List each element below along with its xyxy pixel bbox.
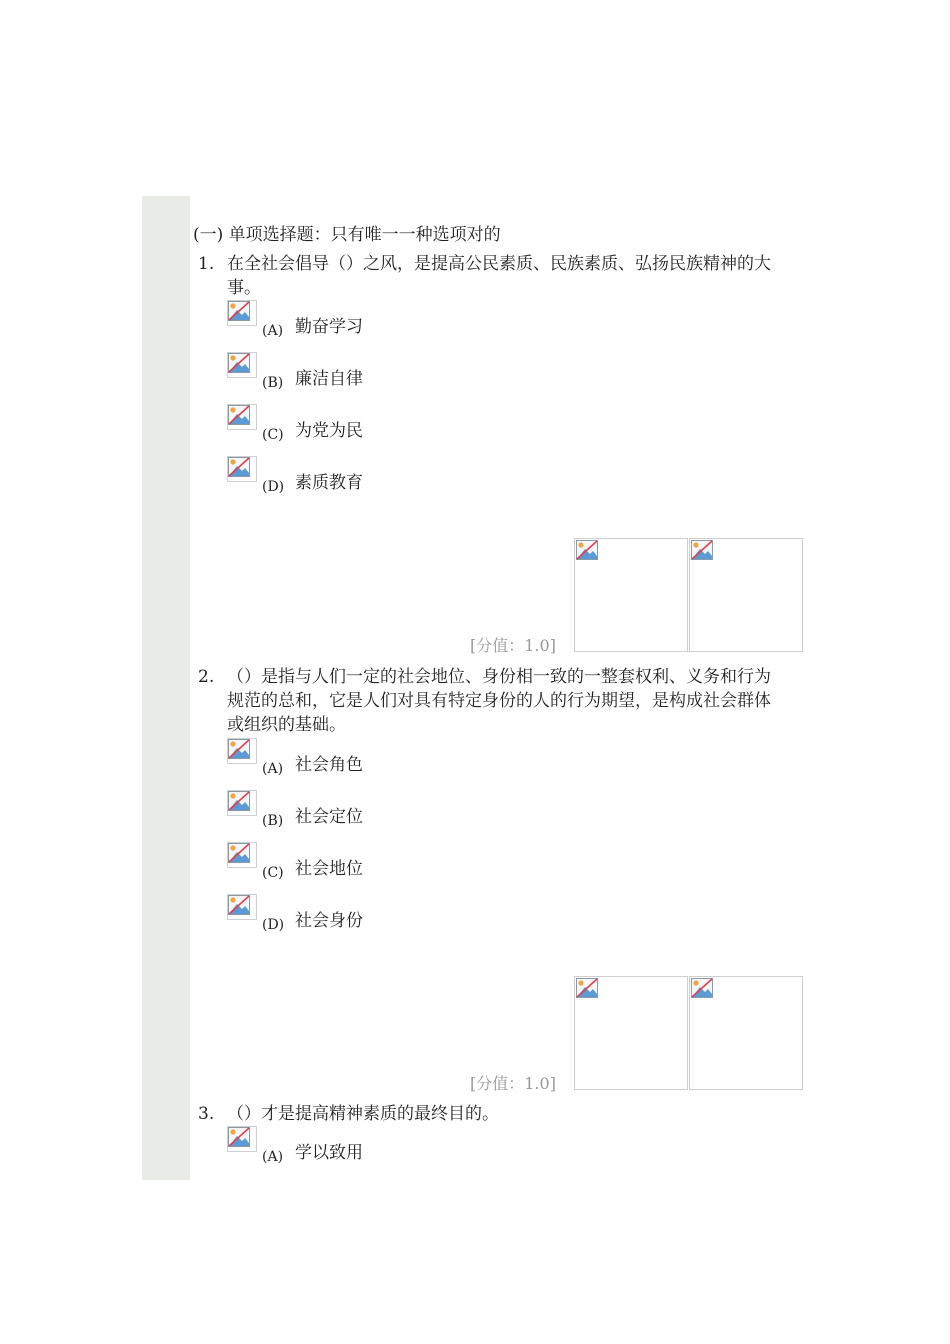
- broken-image-icon: [576, 978, 598, 998]
- option-2d-text[interactable]: 社会身份: [295, 911, 363, 931]
- option-1c-text[interactable]: 为党为民: [295, 421, 363, 441]
- question-2-number: 2.: [198, 667, 215, 687]
- answer-image-placeholder: [689, 976, 803, 1090]
- broken-image-icon: [691, 978, 713, 998]
- option-1b-letter: (B): [262, 375, 284, 391]
- question-2-text: （）是指与人们一定的社会地位、身份相一致的一整套权利、义务和行为规范的总和，它是人们对具有特定身份的人的行为期望，是构成社会群体或组织的基础。: [227, 667, 771, 735]
- option-1b-text[interactable]: 廉洁自律: [295, 369, 363, 389]
- score-label: [分值：1.0]: [470, 636, 556, 655]
- option-1d-text[interactable]: 素质教育: [295, 473, 363, 493]
- option-1c-letter: (C): [262, 427, 284, 443]
- score-label: [分值：1.0]: [470, 1074, 556, 1093]
- option-2d-letter: (D): [262, 917, 285, 933]
- option-1a-text[interactable]: 勤奋学习: [295, 317, 363, 337]
- question-3-number: 3.: [198, 1104, 215, 1124]
- broken-image-icon[interactable]: [227, 352, 257, 378]
- option-1d-letter: (D): [262, 479, 285, 495]
- broken-image-icon[interactable]: [227, 738, 257, 764]
- option-2c-text[interactable]: 社会地位: [295, 859, 363, 879]
- broken-image-icon[interactable]: [227, 300, 257, 326]
- option-2b-text[interactable]: 社会定位: [295, 807, 363, 827]
- broken-image-icon: [691, 540, 713, 560]
- option-3a-text[interactable]: 学以致用: [295, 1143, 363, 1163]
- option-1a-letter: (A): [262, 323, 284, 339]
- broken-image-icon[interactable]: [227, 456, 257, 482]
- option-2c-letter: (C): [262, 865, 284, 881]
- section-title: (一) 单项选择题：只有唯一一种选项对的: [193, 225, 501, 245]
- option-3a-letter: (A): [262, 1149, 284, 1165]
- option-2a-letter: (A): [262, 761, 284, 777]
- answer-image-placeholder: [574, 976, 688, 1090]
- question-1-text: 在全社会倡导（）之风，是提高公民素质、民族素质、弘扬民族精神的大事。: [227, 254, 771, 298]
- broken-image-icon[interactable]: [227, 404, 257, 430]
- broken-image-icon: [576, 540, 598, 560]
- broken-image-icon[interactable]: [227, 894, 257, 920]
- broken-image-icon[interactable]: [227, 790, 257, 816]
- broken-image-icon[interactable]: [227, 842, 257, 868]
- option-2a-text[interactable]: 社会角色: [295, 755, 363, 775]
- left-sidebar-strip: [142, 196, 190, 1180]
- question-3-text: （）才是提高精神素质的最终目的。: [227, 1104, 499, 1124]
- answer-image-placeholder: [574, 538, 688, 652]
- option-2b-letter: (B): [262, 813, 284, 829]
- question-1-number: 1.: [198, 254, 215, 274]
- answer-image-placeholder: [689, 538, 803, 652]
- broken-image-icon[interactable]: [227, 1126, 257, 1152]
